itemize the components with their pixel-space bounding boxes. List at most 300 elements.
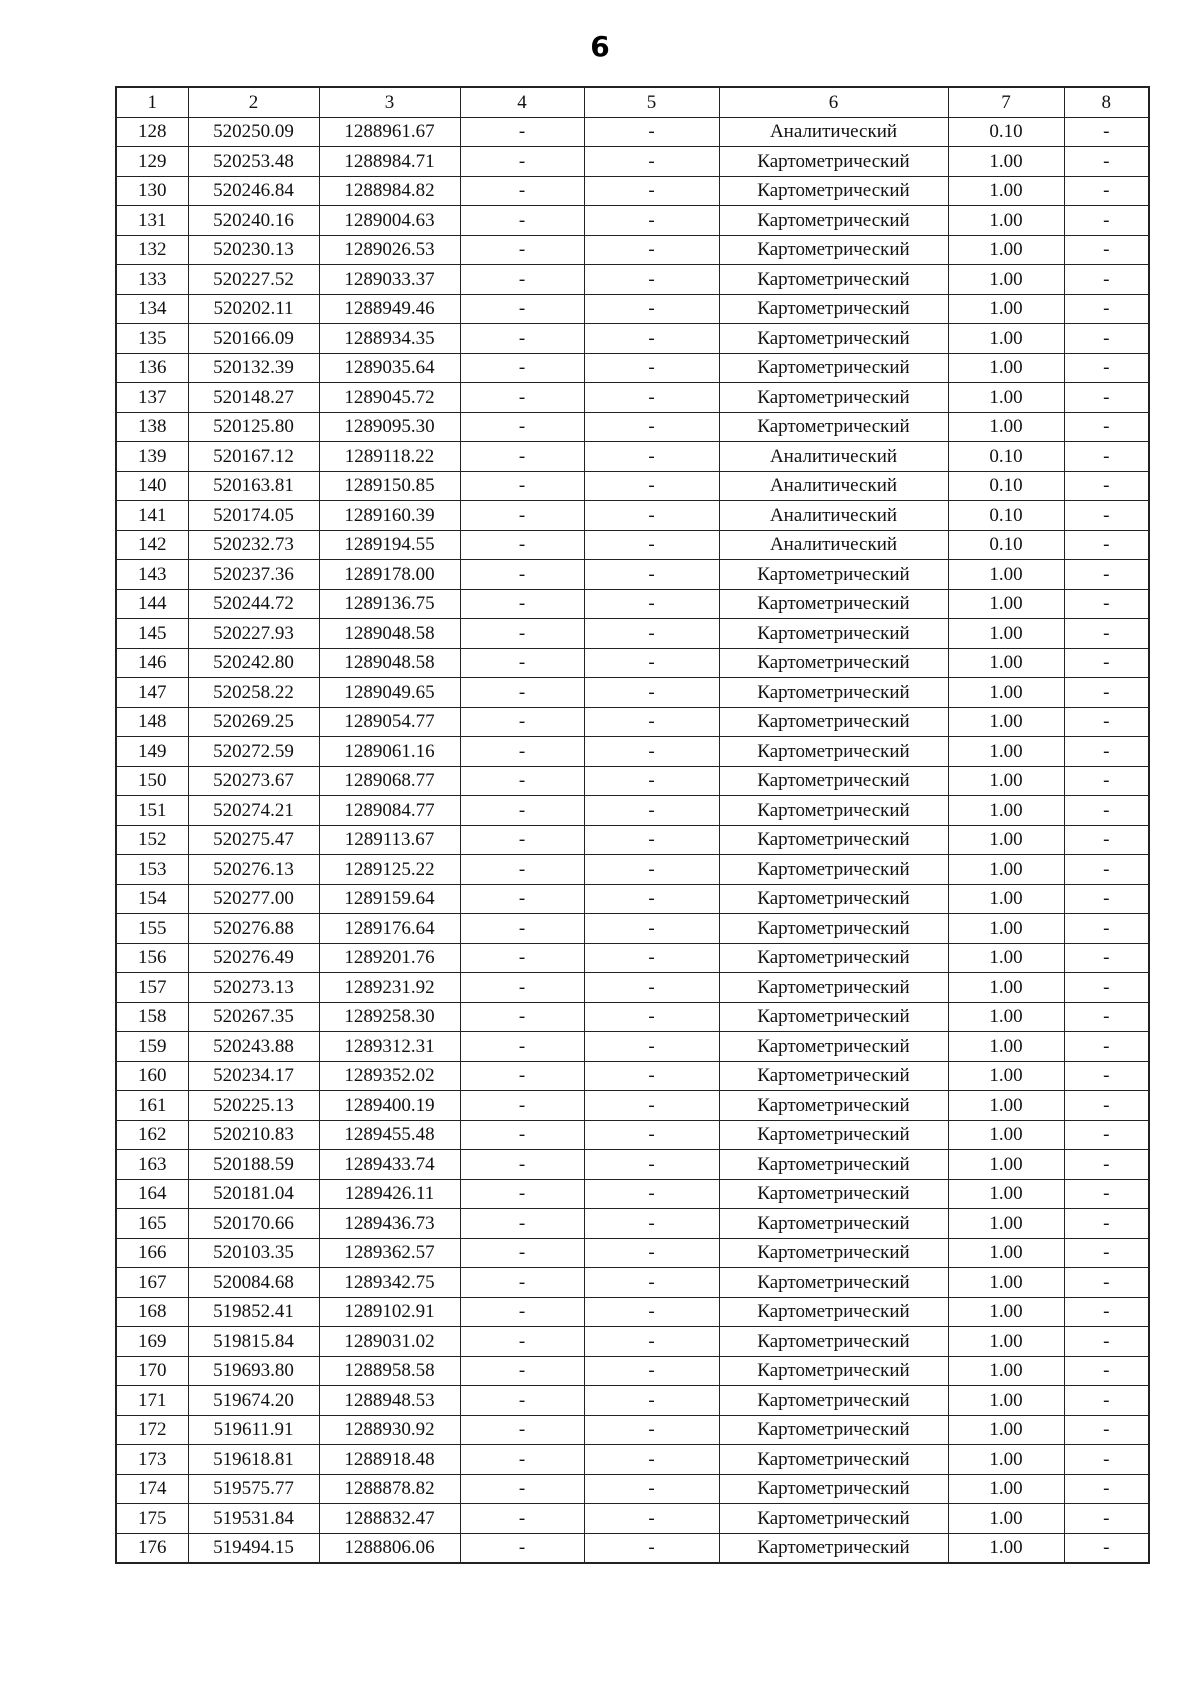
accuracy-cell: 1.00 bbox=[948, 825, 1064, 855]
x-coordinate-cell: 520103.35 bbox=[188, 1238, 319, 1268]
point-number-cell: 139 bbox=[116, 442, 188, 472]
table-header-row bbox=[116, 87, 1149, 117]
accuracy-cell: 1.00 bbox=[948, 589, 1064, 619]
column-4-cell: - bbox=[460, 914, 584, 944]
column-5-cell: - bbox=[584, 117, 719, 147]
point-number-cell: 158 bbox=[116, 1002, 188, 1032]
column-4-cell: - bbox=[460, 707, 584, 737]
column-8-cell: - bbox=[1064, 176, 1149, 206]
y-coordinate-cell: 1289362.57 bbox=[319, 1238, 460, 1268]
table-row bbox=[116, 1327, 1149, 1357]
column-header: 7 bbox=[948, 87, 1064, 117]
point-number-cell: 128 bbox=[116, 117, 188, 147]
method-cell: Картометрический bbox=[719, 1238, 948, 1268]
method-cell: Картометрический bbox=[719, 707, 948, 737]
column-4-cell: - bbox=[460, 471, 584, 501]
column-header: 4 bbox=[460, 87, 584, 117]
column-8-cell: - bbox=[1064, 1474, 1149, 1504]
point-number-cell: 163 bbox=[116, 1150, 188, 1180]
point-number-cell: 129 bbox=[116, 147, 188, 177]
table-row bbox=[116, 1474, 1149, 1504]
table-row bbox=[116, 265, 1149, 295]
x-coordinate-cell: 520276.88 bbox=[188, 914, 319, 944]
table-row bbox=[116, 825, 1149, 855]
column-4-cell: - bbox=[460, 1150, 584, 1180]
method-cell: Картометрический bbox=[719, 1504, 948, 1534]
y-coordinate-cell: 1289004.63 bbox=[319, 206, 460, 236]
y-coordinate-cell: 1289136.75 bbox=[319, 589, 460, 619]
column-5-cell: - bbox=[584, 1386, 719, 1416]
column-8-cell: - bbox=[1064, 1209, 1149, 1239]
x-coordinate-cell: 520244.72 bbox=[188, 589, 319, 619]
accuracy-cell: 1.00 bbox=[948, 796, 1064, 826]
column-5-cell: - bbox=[584, 383, 719, 413]
accuracy-cell: 1.00 bbox=[948, 176, 1064, 206]
column-5-cell: - bbox=[584, 1327, 719, 1357]
table-row bbox=[116, 1268, 1149, 1298]
column-8-cell: - bbox=[1064, 1268, 1149, 1298]
accuracy-cell: 1.00 bbox=[948, 1002, 1064, 1032]
x-coordinate-cell: 519531.84 bbox=[188, 1504, 319, 1534]
y-coordinate-cell: 1289048.58 bbox=[319, 648, 460, 678]
method-cell: Картометрический bbox=[719, 353, 948, 383]
x-coordinate-cell: 520273.13 bbox=[188, 973, 319, 1003]
method-cell: Картометрический bbox=[719, 796, 948, 826]
accuracy-cell: 1.00 bbox=[948, 1445, 1064, 1475]
y-coordinate-cell: 1289031.02 bbox=[319, 1327, 460, 1357]
accuracy-cell: 1.00 bbox=[948, 884, 1064, 914]
table-row bbox=[116, 1533, 1149, 1563]
table-row bbox=[116, 884, 1149, 914]
column-4-cell: - bbox=[460, 1268, 584, 1298]
column-4-cell: - bbox=[460, 501, 584, 531]
point-number-cell: 133 bbox=[116, 265, 188, 295]
column-8-cell: - bbox=[1064, 1032, 1149, 1062]
y-coordinate-cell: 1289125.22 bbox=[319, 855, 460, 885]
point-number-cell: 149 bbox=[116, 737, 188, 767]
y-coordinate-cell: 1288832.47 bbox=[319, 1504, 460, 1534]
accuracy-cell: 1.00 bbox=[948, 1415, 1064, 1445]
y-coordinate-cell: 1288930.92 bbox=[319, 1415, 460, 1445]
x-coordinate-cell: 520202.11 bbox=[188, 294, 319, 324]
column-4-cell: - bbox=[460, 176, 584, 206]
column-5-cell: - bbox=[584, 619, 719, 649]
method-cell: Картометрический bbox=[719, 1120, 948, 1150]
y-coordinate-cell: 1289426.11 bbox=[319, 1179, 460, 1209]
column-5-cell: - bbox=[584, 1179, 719, 1209]
x-coordinate-cell: 520258.22 bbox=[188, 678, 319, 708]
point-number-cell: 153 bbox=[116, 855, 188, 885]
method-cell: Картометрический bbox=[719, 1445, 948, 1475]
y-coordinate-cell: 1289033.37 bbox=[319, 265, 460, 295]
x-coordinate-cell: 519494.15 bbox=[188, 1533, 319, 1563]
method-cell: Картометрический bbox=[719, 855, 948, 885]
x-coordinate-cell: 520188.59 bbox=[188, 1150, 319, 1180]
column-4-cell: - bbox=[460, 737, 584, 767]
column-8-cell: - bbox=[1064, 265, 1149, 295]
y-coordinate-cell: 1289178.00 bbox=[319, 560, 460, 590]
method-cell: Картометрический bbox=[719, 147, 948, 177]
column-4-cell: - bbox=[460, 825, 584, 855]
y-coordinate-cell: 1289194.55 bbox=[319, 530, 460, 560]
x-coordinate-cell: 520174.05 bbox=[188, 501, 319, 531]
column-8-cell: - bbox=[1064, 1002, 1149, 1032]
accuracy-cell: 0.10 bbox=[948, 442, 1064, 472]
x-coordinate-cell: 520181.04 bbox=[188, 1179, 319, 1209]
point-number-cell: 152 bbox=[116, 825, 188, 855]
method-cell: Аналитический bbox=[719, 471, 948, 501]
x-coordinate-cell: 520210.83 bbox=[188, 1120, 319, 1150]
y-coordinate-cell: 1289150.85 bbox=[319, 471, 460, 501]
y-coordinate-cell: 1289026.53 bbox=[319, 235, 460, 265]
column-4-cell: - bbox=[460, 1474, 584, 1504]
column-8-cell: - bbox=[1064, 1445, 1149, 1475]
table-row bbox=[116, 176, 1149, 206]
accuracy-cell: 1.00 bbox=[948, 1533, 1064, 1563]
accuracy-cell: 1.00 bbox=[948, 973, 1064, 1003]
point-number-cell: 145 bbox=[116, 619, 188, 649]
method-cell: Картометрический bbox=[719, 560, 948, 590]
method-cell: Картометрический bbox=[719, 1533, 948, 1563]
x-coordinate-cell: 520276.49 bbox=[188, 943, 319, 973]
x-coordinate-cell: 520246.84 bbox=[188, 176, 319, 206]
y-coordinate-cell: 1289061.16 bbox=[319, 737, 460, 767]
x-coordinate-cell: 520227.93 bbox=[188, 619, 319, 649]
accuracy-cell: 1.00 bbox=[948, 1032, 1064, 1062]
accuracy-cell: 0.10 bbox=[948, 471, 1064, 501]
accuracy-cell: 1.00 bbox=[948, 206, 1064, 236]
table-row bbox=[116, 1209, 1149, 1239]
y-coordinate-cell: 1288984.71 bbox=[319, 147, 460, 177]
column-5-cell: - bbox=[584, 737, 719, 767]
column-header: 8 bbox=[1064, 87, 1149, 117]
x-coordinate-cell: 520250.09 bbox=[188, 117, 319, 147]
column-4-cell: - bbox=[460, 1120, 584, 1150]
column-8-cell: - bbox=[1064, 1533, 1149, 1563]
column-8-cell: - bbox=[1064, 147, 1149, 177]
column-5-cell: - bbox=[584, 1297, 719, 1327]
column-5-cell: - bbox=[584, 1061, 719, 1091]
point-number-cell: 164 bbox=[116, 1179, 188, 1209]
table-body bbox=[116, 117, 1149, 1563]
column-4-cell: - bbox=[460, 1445, 584, 1475]
method-cell: Картометрический bbox=[719, 1356, 948, 1386]
point-number-cell: 146 bbox=[116, 648, 188, 678]
accuracy-cell: 1.00 bbox=[948, 1356, 1064, 1386]
table-row bbox=[116, 973, 1149, 1003]
column-8-cell: - bbox=[1064, 560, 1149, 590]
y-coordinate-cell: 1289102.91 bbox=[319, 1297, 460, 1327]
table-row bbox=[116, 1061, 1149, 1091]
accuracy-cell: 0.10 bbox=[948, 117, 1064, 147]
y-coordinate-cell: 1289118.22 bbox=[319, 442, 460, 472]
column-5-cell: - bbox=[584, 884, 719, 914]
column-5-cell: - bbox=[584, 766, 719, 796]
y-coordinate-cell: 1289054.77 bbox=[319, 707, 460, 737]
table-row bbox=[116, 589, 1149, 619]
point-number-cell: 176 bbox=[116, 1533, 188, 1563]
method-cell: Картометрический bbox=[719, 678, 948, 708]
table-row bbox=[116, 1150, 1149, 1180]
column-4-cell: - bbox=[460, 1209, 584, 1239]
column-5-cell: - bbox=[584, 796, 719, 826]
table-row bbox=[116, 619, 1149, 649]
y-coordinate-cell: 1289342.75 bbox=[319, 1268, 460, 1298]
method-cell: Картометрический bbox=[719, 914, 948, 944]
x-coordinate-cell: 519693.80 bbox=[188, 1356, 319, 1386]
x-coordinate-cell: 520227.52 bbox=[188, 265, 319, 295]
column-8-cell: - bbox=[1064, 1061, 1149, 1091]
column-5-cell: - bbox=[584, 412, 719, 442]
column-8-cell: - bbox=[1064, 353, 1149, 383]
x-coordinate-cell: 520166.09 bbox=[188, 324, 319, 354]
column-8-cell: - bbox=[1064, 501, 1149, 531]
column-5-cell: - bbox=[584, 1533, 719, 1563]
table-row bbox=[116, 530, 1149, 560]
table-row bbox=[116, 648, 1149, 678]
method-cell: Картометрический bbox=[719, 589, 948, 619]
table-row bbox=[116, 678, 1149, 708]
column-8-cell: - bbox=[1064, 825, 1149, 855]
column-8-cell: - bbox=[1064, 530, 1149, 560]
column-5-cell: - bbox=[584, 943, 719, 973]
column-4-cell: - bbox=[460, 1533, 584, 1563]
table-row bbox=[116, 1091, 1149, 1121]
point-number-cell: 159 bbox=[116, 1032, 188, 1062]
point-number-cell: 132 bbox=[116, 235, 188, 265]
column-4-cell: - bbox=[460, 796, 584, 826]
accuracy-cell: 1.00 bbox=[948, 294, 1064, 324]
column-4-cell: - bbox=[460, 265, 584, 295]
accuracy-cell: 1.00 bbox=[948, 235, 1064, 265]
column-5-cell: - bbox=[584, 442, 719, 472]
column-5-cell: - bbox=[584, 855, 719, 885]
column-5-cell: - bbox=[584, 530, 719, 560]
method-cell: Картометрический bbox=[719, 206, 948, 236]
point-number-cell: 155 bbox=[116, 914, 188, 944]
table-row bbox=[116, 560, 1149, 590]
y-coordinate-cell: 1289258.30 bbox=[319, 1002, 460, 1032]
column-8-cell: - bbox=[1064, 707, 1149, 737]
x-coordinate-cell: 520234.17 bbox=[188, 1061, 319, 1091]
column-8-cell: - bbox=[1064, 1504, 1149, 1534]
column-header: 1 bbox=[116, 87, 188, 117]
column-5-cell: - bbox=[584, 560, 719, 590]
method-cell: Картометрический bbox=[719, 1297, 948, 1327]
accuracy-cell: 1.00 bbox=[948, 648, 1064, 678]
table-row bbox=[116, 117, 1149, 147]
point-number-cell: 136 bbox=[116, 353, 188, 383]
point-number-cell: 138 bbox=[116, 412, 188, 442]
accuracy-cell: 0.10 bbox=[948, 530, 1064, 560]
y-coordinate-cell: 1289352.02 bbox=[319, 1061, 460, 1091]
point-number-cell: 165 bbox=[116, 1209, 188, 1239]
method-cell: Картометрический bbox=[719, 176, 948, 206]
column-8-cell: - bbox=[1064, 1327, 1149, 1357]
column-8-cell: - bbox=[1064, 442, 1149, 472]
method-cell: Аналитический bbox=[719, 442, 948, 472]
table-row bbox=[116, 1415, 1149, 1445]
point-number-cell: 144 bbox=[116, 589, 188, 619]
column-8-cell: - bbox=[1064, 412, 1149, 442]
x-coordinate-cell: 520240.16 bbox=[188, 206, 319, 236]
x-coordinate-cell: 520237.36 bbox=[188, 560, 319, 590]
y-coordinate-cell: 1289436.73 bbox=[319, 1209, 460, 1239]
column-8-cell: - bbox=[1064, 471, 1149, 501]
y-coordinate-cell: 1288961.67 bbox=[319, 117, 460, 147]
point-number-cell: 160 bbox=[116, 1061, 188, 1091]
x-coordinate-cell: 519618.81 bbox=[188, 1445, 319, 1475]
table-row bbox=[116, 1386, 1149, 1416]
point-number-cell: 156 bbox=[116, 943, 188, 973]
x-coordinate-cell: 519852.41 bbox=[188, 1297, 319, 1327]
x-coordinate-cell: 520267.35 bbox=[188, 1002, 319, 1032]
accuracy-cell: 1.00 bbox=[948, 1386, 1064, 1416]
accuracy-cell: 1.00 bbox=[948, 1061, 1064, 1091]
column-8-cell: - bbox=[1064, 678, 1149, 708]
column-5-cell: - bbox=[584, 648, 719, 678]
point-number-cell: 151 bbox=[116, 796, 188, 826]
point-number-cell: 168 bbox=[116, 1297, 188, 1327]
accuracy-cell: 1.00 bbox=[948, 1327, 1064, 1357]
accuracy-cell: 1.00 bbox=[948, 1268, 1064, 1298]
y-coordinate-cell: 1289048.58 bbox=[319, 619, 460, 649]
table-row bbox=[116, 353, 1149, 383]
column-8-cell: - bbox=[1064, 1120, 1149, 1150]
column-5-cell: - bbox=[584, 147, 719, 177]
table-row bbox=[116, 1297, 1149, 1327]
point-number-cell: 140 bbox=[116, 471, 188, 501]
method-cell: Картометрический bbox=[719, 943, 948, 973]
x-coordinate-cell: 520084.68 bbox=[188, 1268, 319, 1298]
column-4-cell: - bbox=[460, 1415, 584, 1445]
y-coordinate-cell: 1288878.82 bbox=[319, 1474, 460, 1504]
accuracy-cell: 1.00 bbox=[948, 1150, 1064, 1180]
column-4-cell: - bbox=[460, 973, 584, 1003]
table-row bbox=[116, 412, 1149, 442]
column-5-cell: - bbox=[584, 825, 719, 855]
column-8-cell: - bbox=[1064, 1356, 1149, 1386]
y-coordinate-cell: 1288958.58 bbox=[319, 1356, 460, 1386]
column-4-cell: - bbox=[460, 1504, 584, 1534]
point-number-cell: 154 bbox=[116, 884, 188, 914]
method-cell: Картометрический bbox=[719, 973, 948, 1003]
x-coordinate-cell: 520170.66 bbox=[188, 1209, 319, 1239]
accuracy-cell: 1.00 bbox=[948, 943, 1064, 973]
column-5-cell: - bbox=[584, 914, 719, 944]
column-5-cell: - bbox=[584, 294, 719, 324]
accuracy-cell: 1.00 bbox=[948, 383, 1064, 413]
point-number-cell: 147 bbox=[116, 678, 188, 708]
column-4-cell: - bbox=[460, 1091, 584, 1121]
method-cell: Картометрический bbox=[719, 1474, 948, 1504]
column-4-cell: - bbox=[460, 147, 584, 177]
column-4-cell: - bbox=[460, 1356, 584, 1386]
x-coordinate-cell: 520243.88 bbox=[188, 1032, 319, 1062]
x-coordinate-cell: 520232.73 bbox=[188, 530, 319, 560]
point-number-cell: 167 bbox=[116, 1268, 188, 1298]
method-cell: Картометрический bbox=[719, 324, 948, 354]
y-coordinate-cell: 1289045.72 bbox=[319, 383, 460, 413]
point-number-cell: 134 bbox=[116, 294, 188, 324]
column-4-cell: - bbox=[460, 678, 584, 708]
method-cell: Картометрический bbox=[719, 1327, 948, 1357]
x-coordinate-cell: 520163.81 bbox=[188, 471, 319, 501]
y-coordinate-cell: 1288918.48 bbox=[319, 1445, 460, 1475]
point-number-cell: 166 bbox=[116, 1238, 188, 1268]
table-row bbox=[116, 855, 1149, 885]
column-5-cell: - bbox=[584, 1474, 719, 1504]
column-4-cell: - bbox=[460, 589, 584, 619]
method-cell: Картометрический bbox=[719, 265, 948, 295]
column-4-cell: - bbox=[460, 1179, 584, 1209]
column-4-cell: - bbox=[460, 766, 584, 796]
accuracy-cell: 1.00 bbox=[948, 766, 1064, 796]
column-5-cell: - bbox=[584, 353, 719, 383]
column-8-cell: - bbox=[1064, 884, 1149, 914]
column-8-cell: - bbox=[1064, 796, 1149, 826]
accuracy-cell: 1.00 bbox=[948, 737, 1064, 767]
x-coordinate-cell: 520277.00 bbox=[188, 884, 319, 914]
method-cell: Картометрический bbox=[719, 1386, 948, 1416]
column-8-cell: - bbox=[1064, 117, 1149, 147]
method-cell: Картометрический bbox=[719, 1179, 948, 1209]
column-5-cell: - bbox=[584, 324, 719, 354]
y-coordinate-cell: 1289160.39 bbox=[319, 501, 460, 531]
column-5-cell: - bbox=[584, 1209, 719, 1239]
column-4-cell: - bbox=[460, 648, 584, 678]
point-number-cell: 175 bbox=[116, 1504, 188, 1534]
accuracy-cell: 1.00 bbox=[948, 1091, 1064, 1121]
method-cell: Картометрический bbox=[719, 766, 948, 796]
column-header: 6 bbox=[719, 87, 948, 117]
method-cell: Картометрический bbox=[719, 1415, 948, 1445]
accuracy-cell: 1.00 bbox=[948, 265, 1064, 295]
column-8-cell: - bbox=[1064, 1091, 1149, 1121]
method-cell: Картометрический bbox=[719, 737, 948, 767]
column-4-cell: - bbox=[460, 619, 584, 649]
column-5-cell: - bbox=[584, 1356, 719, 1386]
accuracy-cell: 1.00 bbox=[948, 707, 1064, 737]
column-8-cell: - bbox=[1064, 383, 1149, 413]
x-coordinate-cell: 520275.47 bbox=[188, 825, 319, 855]
column-4-cell: - bbox=[460, 560, 584, 590]
column-4-cell: - bbox=[460, 1327, 584, 1357]
table-row bbox=[116, 1238, 1149, 1268]
column-4-cell: - bbox=[460, 855, 584, 885]
table-row bbox=[116, 1032, 1149, 1062]
method-cell: Аналитический bbox=[719, 501, 948, 531]
x-coordinate-cell: 520148.27 bbox=[188, 383, 319, 413]
method-cell: Картометрический bbox=[719, 825, 948, 855]
column-5-cell: - bbox=[584, 471, 719, 501]
y-coordinate-cell: 1289113.67 bbox=[319, 825, 460, 855]
accuracy-cell: 1.00 bbox=[948, 353, 1064, 383]
table-row bbox=[116, 294, 1149, 324]
column-5-cell: - bbox=[584, 1268, 719, 1298]
point-number-cell: 141 bbox=[116, 501, 188, 531]
column-4-cell: - bbox=[460, 383, 584, 413]
column-8-cell: - bbox=[1064, 1297, 1149, 1327]
column-8-cell: - bbox=[1064, 1415, 1149, 1445]
column-4-cell: - bbox=[460, 206, 584, 236]
coordinates-table bbox=[115, 86, 1150, 1564]
column-5-cell: - bbox=[584, 501, 719, 531]
method-cell: Картометрический bbox=[719, 412, 948, 442]
point-number-cell: 130 bbox=[116, 176, 188, 206]
page-number: 6 bbox=[590, 30, 610, 63]
column-4-cell: - bbox=[460, 235, 584, 265]
